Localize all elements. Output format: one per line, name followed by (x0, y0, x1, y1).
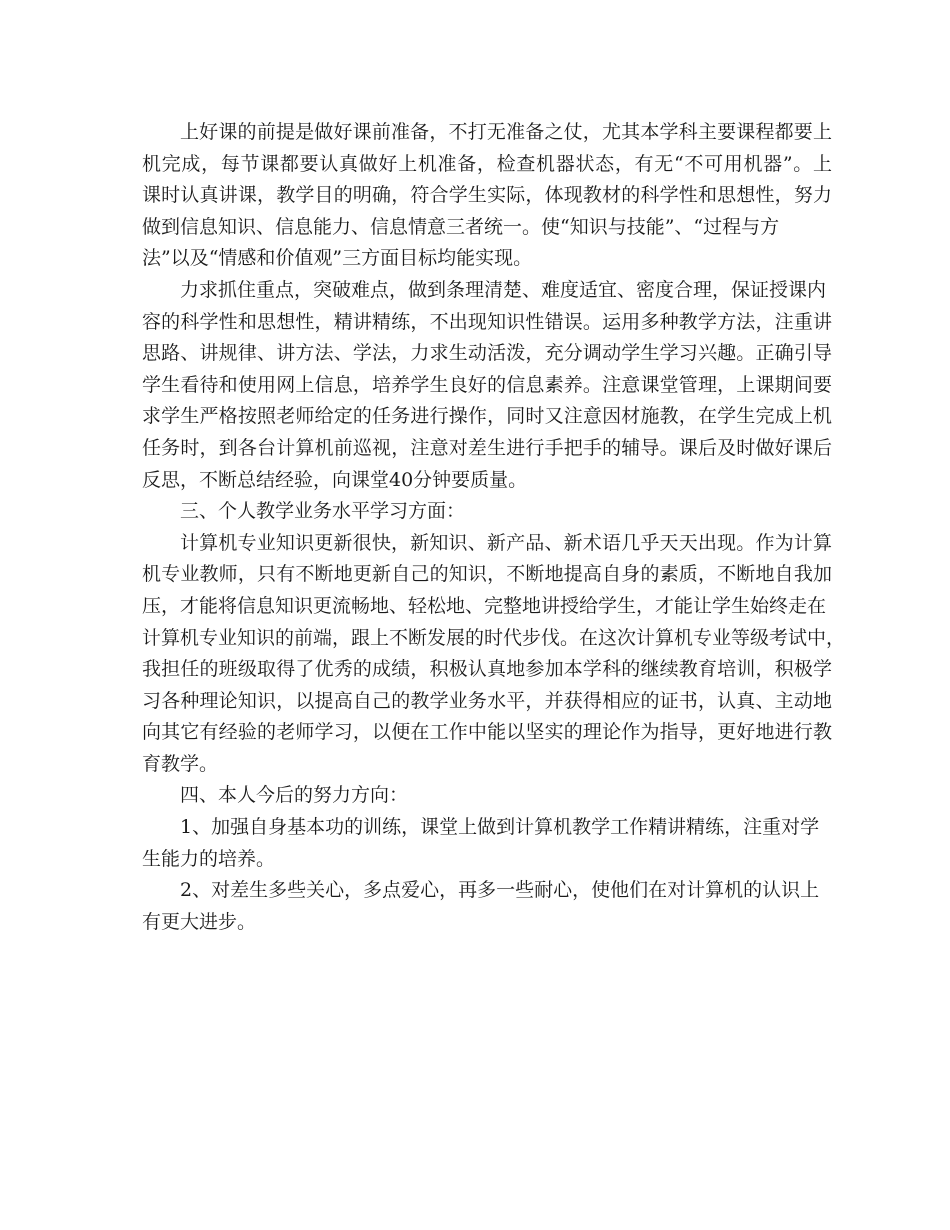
text-line: 生能力的培养。 (142, 847, 276, 870)
text-line: 上好课的前提是做好课前准备，不打无准备之仗，尤其本学科主要课程都要上 (180, 121, 832, 143)
section-heading-future-direction (142, 780, 832, 812)
text-line: 容的科学性和思想性，精讲精练，不出现知识性错误。运用多种教学方法，注重讲 (142, 310, 832, 333)
text-line: 育教学。 (142, 752, 219, 775)
text-line: 向其它有经验的老师学习，以便在工作中能以坚实的理论作为指导，更好地进行教 (142, 721, 832, 744)
text-line: 任务时，到各台计算机前巡视，注意对差生进行手把手的辅导。课后及时做好课后 (142, 436, 832, 459)
text-line: 2、对差生多些关心，多点爱心，再多一些耐心，使他们在对计算机的认识上 (180, 879, 820, 902)
text-line: 压，才能将信息知识更流畅地、轻松地、完整地讲授给学生，才能让学生始终走在 (142, 594, 827, 617)
section-heading: 四、本人今后的努力方向： (180, 784, 409, 807)
list-item-basic-skills (142, 812, 832, 875)
section-heading-personal-study (142, 496, 832, 528)
text-line: 计算机专业知识更新很快，新知识、新产品、新术语几乎天天出现。作为计算 (180, 531, 832, 554)
text-line: 我担任的班级取得了优秀的成绩，积极认真地参加本学科的继续教育培训，积极学 (142, 658, 832, 681)
list-item-student-care (142, 875, 832, 938)
paragraph-teaching-focus (142, 275, 832, 496)
text-line: 做到信息知识、信息能力、信息情意三者统一。使“知识与技能”、“过程与方 (142, 215, 780, 238)
text-line: 机完成，每节课都要认真做好上机准备，检查机器状态，有无“不可用机器”。上 (142, 152, 832, 175)
text-line: 法”以及“情感和价值观”三方面目标均能实现。 (142, 247, 533, 270)
text-line: 课时认真讲课，教学目的明确，符合学生实际，体现教材的科学性和思想性，努力 (142, 184, 832, 207)
text-line: 计算机专业知识的前端，跟上不断发展的时代步伐。在这次计算机专业等级考试中， (142, 626, 846, 649)
section-heading: 三、个人教学业务水平学习方面： (180, 500, 466, 523)
text-line: 机专业教师，只有不断地更新自己的知识，不断地提高自身的素质，不断地自我加 (142, 563, 832, 586)
text-line: 有更大进步。 (142, 910, 257, 933)
text-line: 学生看待和使用网上信息，培养学生良好的信息素养。注意课堂管理，上课期间要 (142, 373, 832, 396)
text-line: 习各种理论知识，以提高自己的教学业务水平，并获得相应的证书，认真、主动地 (142, 689, 832, 712)
document-body (142, 117, 846, 938)
text-line: 反思，不断总结经验，向课堂40分钟要质量。 (142, 468, 528, 491)
paragraph-professional-knowledge (142, 528, 846, 781)
text-line: 力求抓住重点，突破难点，做到条理清楚、难度适宜、密度合理，保证授课内 (180, 278, 827, 301)
text-line: 思路、讲规律、讲方法、学法，力求生动活泼，充分调动学生学习兴趣。正确引导 (142, 342, 832, 365)
text-line: 求学生严格按照老师给定的任务进行操作，同时又注意因材施教，在学生完成上机 (142, 405, 832, 428)
text-line: 1、加强自身基本功的训练，课堂上做到计算机教学工作精讲精练，注重对学 (180, 816, 820, 839)
paragraph-lesson-preparation (142, 117, 832, 275)
